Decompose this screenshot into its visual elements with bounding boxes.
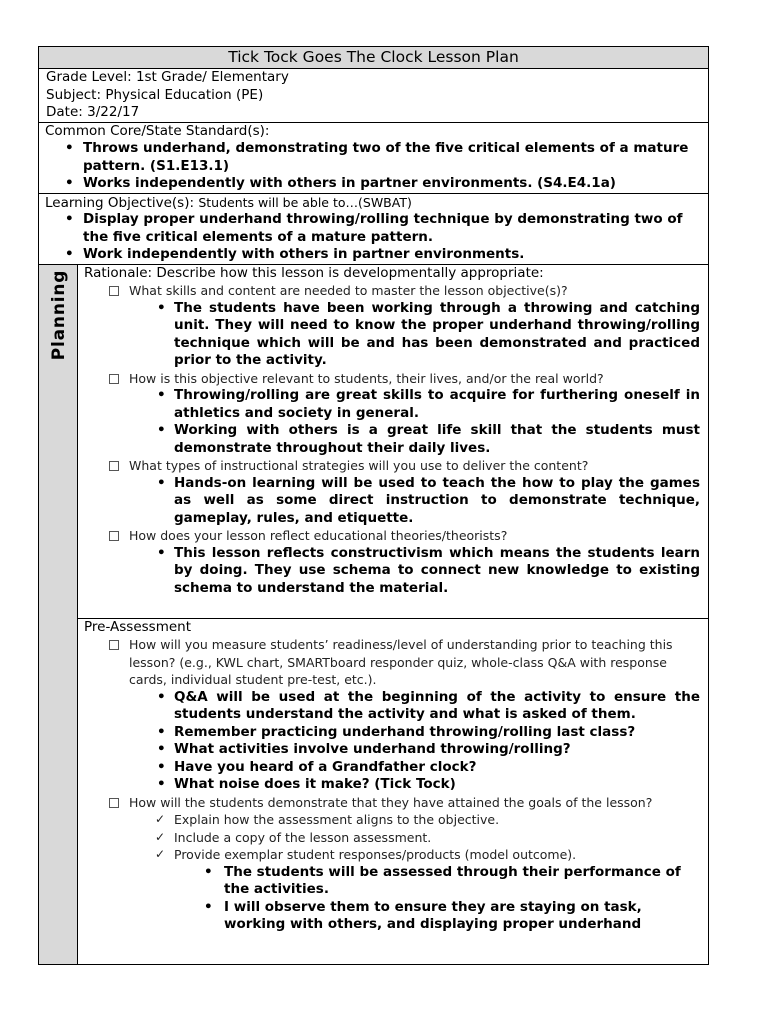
- date-line: [46, 104, 708, 122]
- bullet-icon: •: [204, 863, 213, 880]
- checkbox-icon: [109, 286, 119, 296]
- bullet-icon: •: [65, 175, 74, 191]
- subject-value: Physical Education (PE): [105, 86, 264, 103]
- list-item: • Display proper underhand throwing/rolling technique by demonstrating two of the five critical elements of a mature pattern.: [65, 211, 683, 245]
- list-item: • What activities involve underhand throwing/rolling?: [157, 741, 571, 757]
- bullet-icon: •: [157, 299, 166, 316]
- objectives-heading: Learning Objective(s):: [45, 194, 195, 211]
- date-value: 3/22/17: [87, 104, 140, 120]
- bullet-icon: •: [157, 776, 166, 792]
- lesson-plan-page: [38, 46, 708, 965]
- rationale-question-2: How is this objective relevant to students, their lives, and/or the real world?: [84, 370, 700, 388]
- objectives-subheading: Students will be able to…(SWBAT): [198, 194, 412, 210]
- subject-label: Subject:: [46, 86, 102, 103]
- date-label: Date:: [46, 104, 83, 120]
- document-title: Tick Tock Goes The Clock Lesson Plan: [39, 47, 709, 69]
- list-item: • The students have been working through a throwing and catching unit. They will need to know the proper underhand throwing/rolling technique which will be and has been demonstrated and practiced prior to the activity.: [157, 299, 700, 368]
- checkbox-icon: [109, 531, 119, 541]
- bullet-icon: •: [65, 211, 74, 227]
- list-item: • What noise does it make? (Tick Tock): [157, 776, 456, 792]
- checklist-item: ✓ Include a copy of the lesson assessment.: [155, 829, 432, 845]
- bullet-icon: •: [65, 140, 74, 156]
- bullet-icon: •: [157, 758, 166, 775]
- preassessment-question-2: How will the students demonstrate that they have attained the goals of the lesson?: [84, 794, 700, 812]
- checkbox-icon: [109, 374, 119, 384]
- checkmark-icon: ✓: [155, 812, 166, 826]
- standards-section: [39, 122, 709, 193]
- checklist-item: ✓ Provide exemplar student responses/products (model outcome).: [155, 847, 577, 862]
- list-item: • Q&A will be used at the beginning of the activity to ensure the students understand the activity and what is asked of them.: [157, 688, 700, 722]
- standards-heading: Common Core/State Standard(s):: [45, 122, 270, 139]
- checkmark-icon: ✓: [155, 847, 166, 861]
- list-item: • Have you heard of a Grandfather clock?: [157, 758, 477, 775]
- bullet-icon: •: [65, 246, 74, 262]
- bullet-icon: •: [157, 544, 166, 561]
- list-item: • The students will be assessed through their performance of the activities.: [204, 863, 681, 897]
- subject-line: [46, 87, 708, 105]
- rationale-question-4: How does your lesson reflect educational theories/theorists?: [84, 527, 700, 545]
- list-item: • Working with others is a great life skill that the students must demonstrate throughout their daily lives.: [157, 422, 700, 456]
- rationale-section: [78, 264, 709, 618]
- list-item: • I will observe them to ensure they are staying on task, working with others, and displaying proper underhand: [204, 898, 642, 932]
- bullet-icon: •: [157, 474, 166, 491]
- planning-label: Planning: [49, 269, 69, 360]
- preassessment-section: [78, 618, 709, 964]
- preassessment-heading: Pre-Assessment: [84, 618, 192, 635]
- checkbox-icon: [109, 640, 119, 650]
- bullet-icon: •: [157, 422, 166, 438]
- checkbox-icon: [109, 461, 119, 471]
- objectives-section: [39, 193, 709, 264]
- list-item: • Remember practicing underhand throwing/rolling last class?: [157, 723, 636, 740]
- checklist-item: ✓ Explain how the assessment aligns to the objective.: [155, 812, 500, 827]
- planning-side-column: [39, 264, 78, 964]
- list-item: • Throws underhand, demonstrating two of the five critical elements of a mature pattern. (S1.E13.1): [65, 140, 689, 174]
- bullet-icon: •: [157, 723, 166, 740]
- rationale-heading: Rationale: Describe how this lesson is developmentally appropriate:: [84, 264, 544, 281]
- bullet-icon: •: [157, 741, 166, 757]
- planning-label-box: [47, 267, 71, 363]
- checkmark-icon: ✓: [155, 829, 166, 844]
- bullet-icon: •: [204, 898, 213, 915]
- list-item: • This lesson reflects constructivism which means the students learn by doing. They use schema to connect new knowledge to existing schema to understand the material.: [157, 544, 700, 596]
- grade-level-value: 1st Grade/ Elementary: [135, 69, 289, 85]
- checkbox-icon: [109, 798, 119, 808]
- objectives-heading-line: [45, 194, 708, 212]
- list-item: • Works independently with others in partner environments. (S4.E4.1a): [65, 175, 616, 191]
- rationale-question-3: What types of instructional strategies will you use to deliver the content?: [84, 457, 700, 475]
- bullet-icon: •: [157, 387, 166, 403]
- bullet-icon: •: [157, 688, 166, 705]
- rationale-question-1: What skills and content are needed to master the lesson objective(s)?: [84, 282, 700, 300]
- lesson-plan-table: [38, 46, 709, 965]
- list-item: • Work independently with others in partner environments.: [65, 246, 525, 262]
- lesson-meta: [39, 69, 709, 123]
- list-item: • Throwing/rolling are great skills to acquire for furthering oneself in athletics and society in general.: [157, 387, 700, 421]
- grade-level-line: [46, 69, 708, 87]
- list-item: • Hands-on learning will be used to teach the how to play the games as well as some direct instruction to demonstrate technique, gameplay, rules, and etiquette.: [157, 474, 700, 526]
- grade-level-label: Grade Level:: [46, 69, 132, 85]
- preassessment-question-1: How will you measure students’ readiness/level of understanding prior to teaching this lesson? (e.g., KWL chart, SMARTboard responder quiz, whole-class Q&A with response cards, individual student pre-test, etc.).: [84, 636, 700, 689]
